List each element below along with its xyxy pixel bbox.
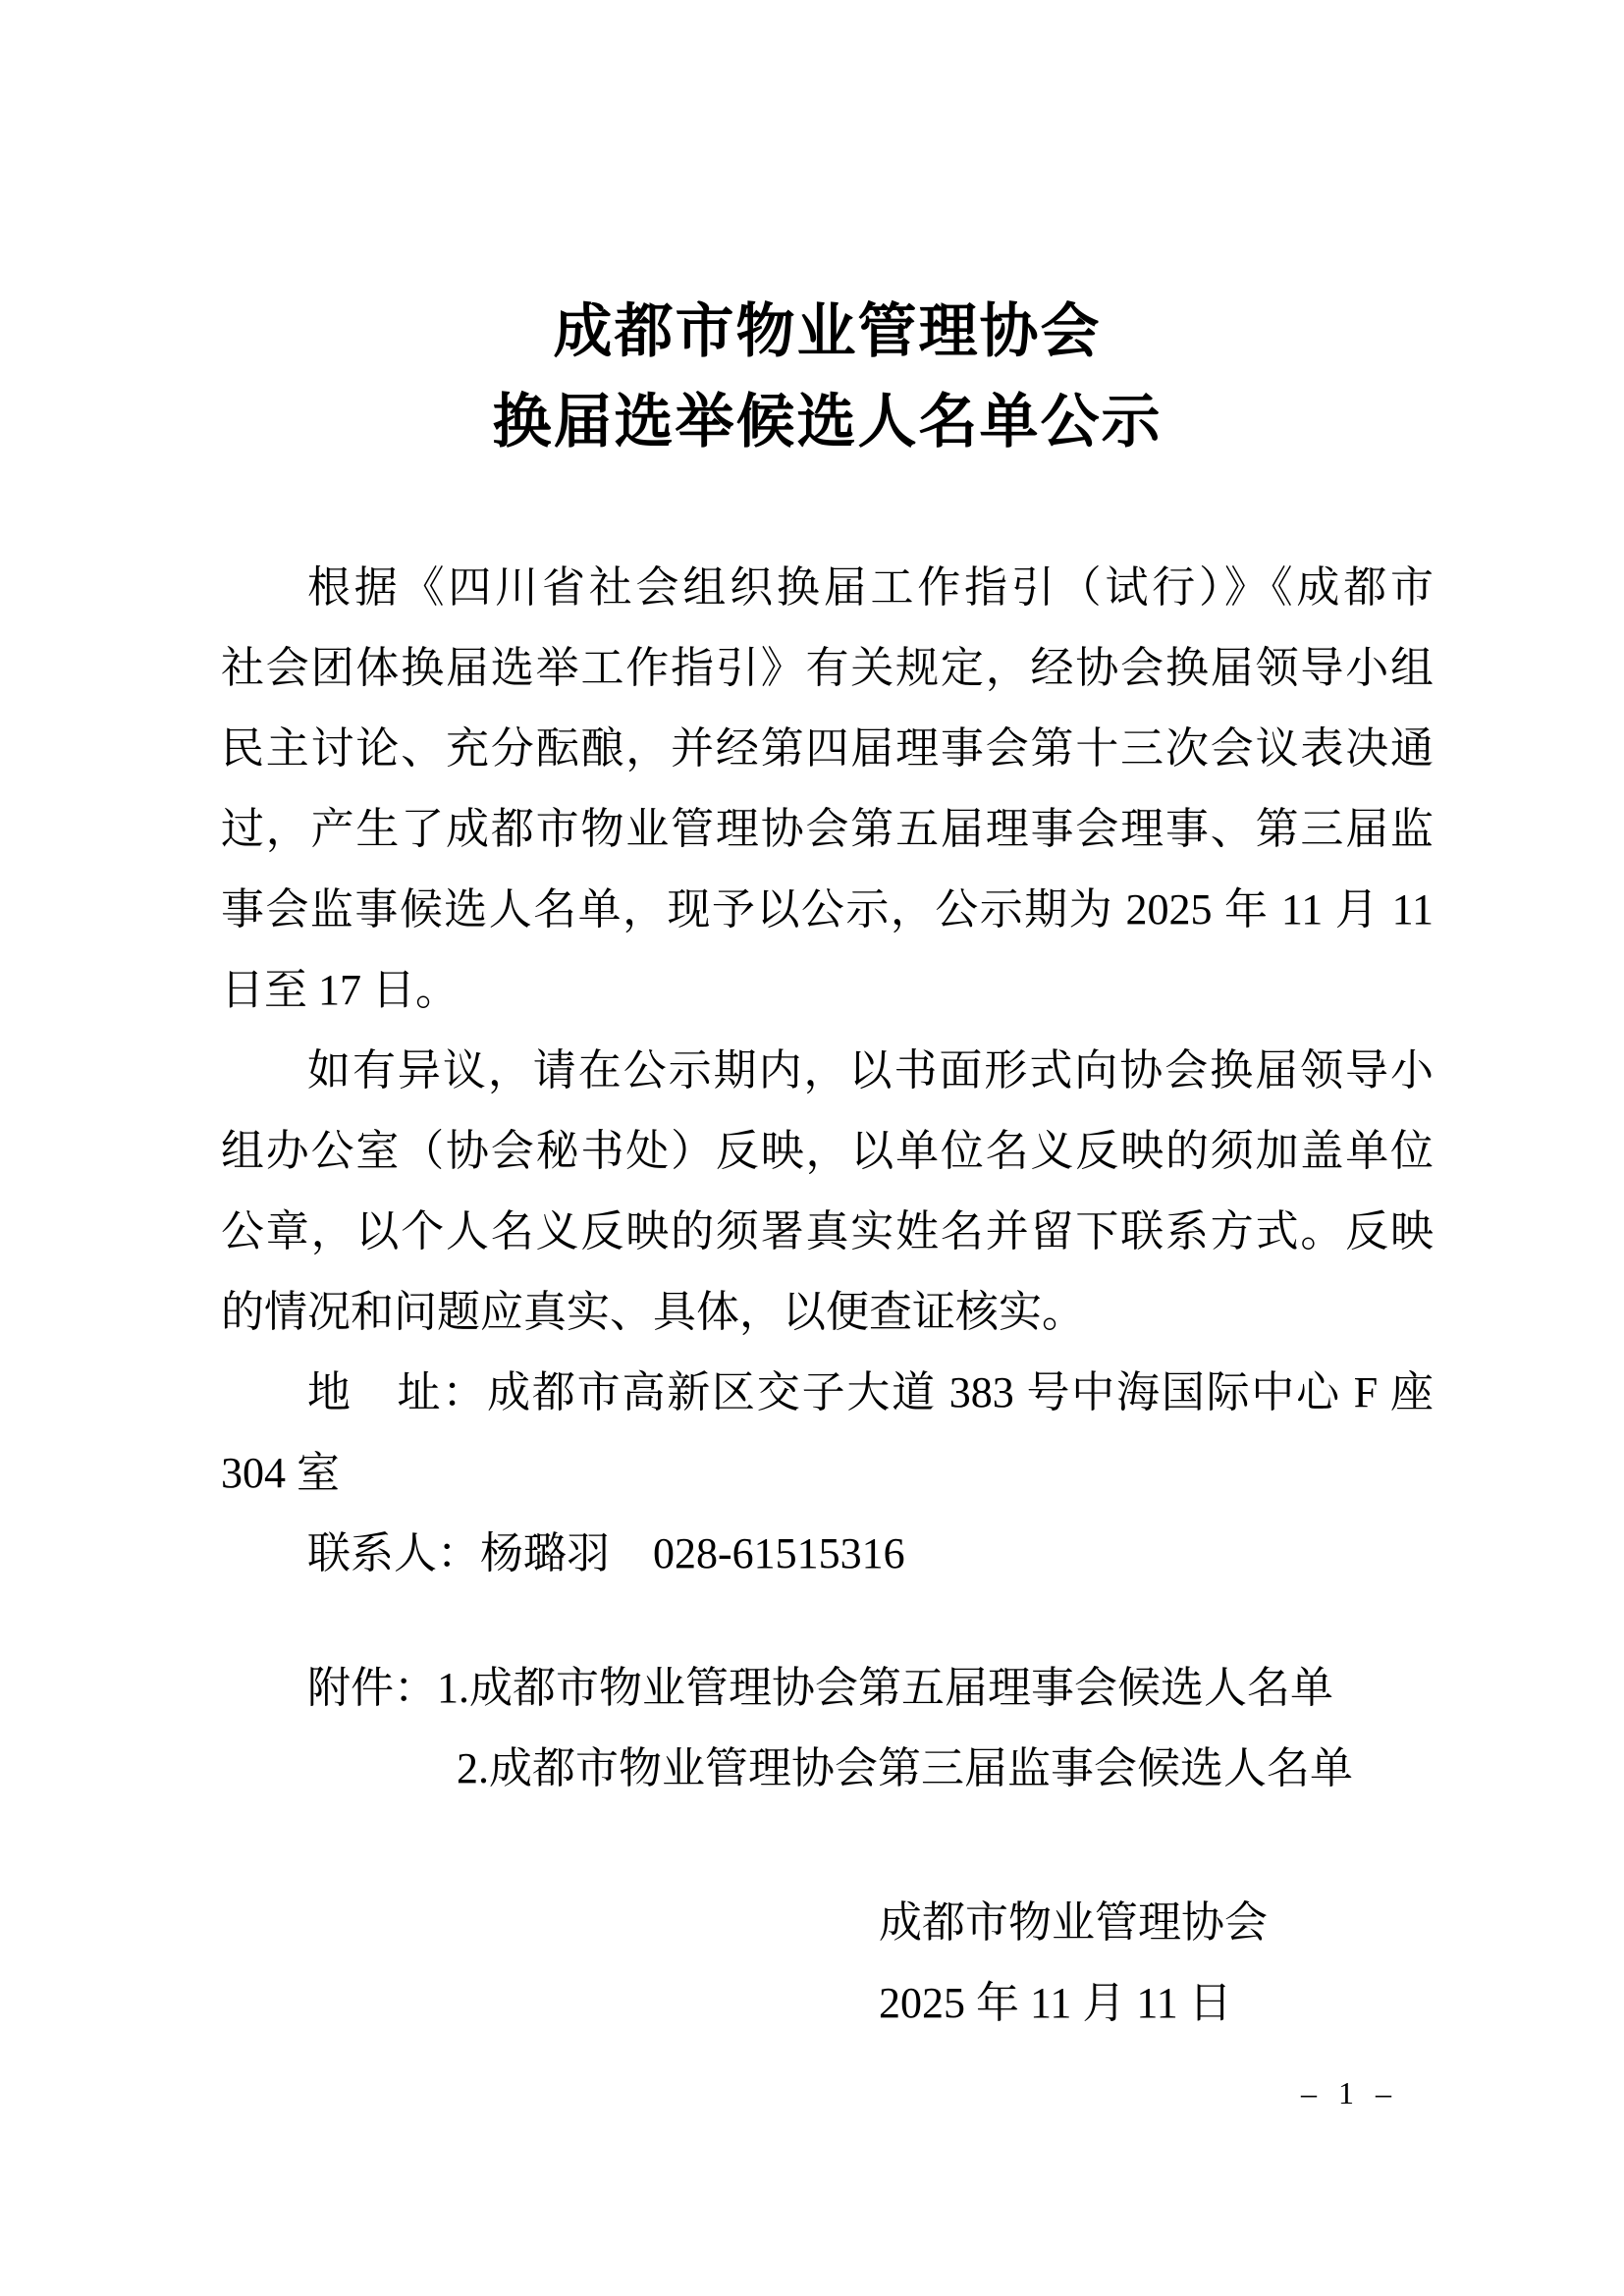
text-line: 事会监事候选人名单，现予以公示，公示期为 2025 年 11 月 11 [221,885,1434,934]
text-line: 根据《四川省社会组织换届工作指引（试行）》《成都市 [307,563,1434,612]
title-line-2: 换届选举候选人名单公示 [492,390,1163,454]
attachment-line-1: 附件：1.成都市物业管理协会第五届理事会候选人名单 [307,1664,1333,1712]
signature-org: 成都市物业管理协会 [879,1898,1268,1947]
address-line: 304 室 [221,1449,340,1497]
document-content [221,0,1434,2044]
document-body [221,548,1434,2044]
contact-line: 联系人：杨璐羽 028-61515316 [307,1529,905,1577]
address-block [221,1353,1434,1514]
attachment-line-2: 2.成都市物业管理协会第三届监事会候选人名单 [457,1744,1353,1792]
title-line-1: 成都市物业管理协会 [553,299,1102,364]
text-line: 公章，以个人名义反映的须署真实姓名并留下联系方式。反映 [221,1207,1434,1255]
document-title [221,287,1434,467]
text-line: 组办公室（协会秘书处）反映，以单位名义反映的须加盖单位 [221,1127,1434,1175]
address-line: 地 址：成都市高新区交子大道 383 号中海国际中心 F 座 [307,1368,1434,1416]
text-line: 如有异议，请在公示期内，以书面形式向协会换届领导小 [307,1046,1434,1095]
page-number: – 1 – [1301,2075,1398,2110]
signature-block [879,1883,1434,2044]
text-line: 过，产生了成都市物业管理协会第五届理事会理事、第三届监 [221,805,1434,853]
text-line: 日至 17 日。 [221,966,459,1014]
paragraph-objection [221,1031,1434,1353]
text-line: 社会团体换届选举工作指引》有关规定，经协会换届领导小组 [221,644,1434,692]
text-line: 的情况和问题应真实、具体，以便查证核实。 [221,1288,1085,1336]
text-line: 民主讨论、充分酝酿，并经第四届理事会第十三次会议表决通 [221,724,1434,773]
signature-date: 2025 年 11 月 11 日 [879,1979,1232,2027]
contact-block [221,1514,1434,1594]
attachments-block [221,1648,1434,1809]
paragraph-basis [221,548,1434,1031]
